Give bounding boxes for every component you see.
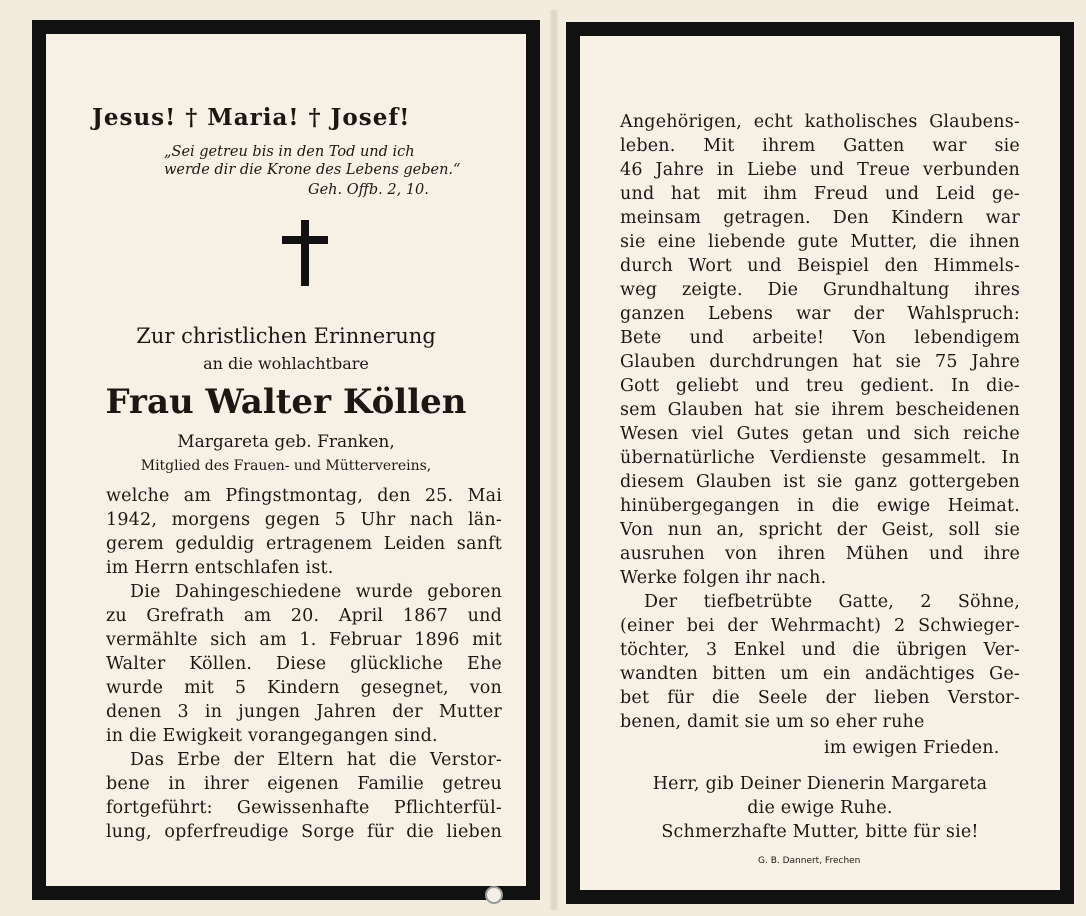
right-body-line: durch Wort und Beispiel den Himmels- <box>620 256 1020 276</box>
quote-reference: Geh. Offb. 2, 10. <box>308 182 429 198</box>
right-body-line: meinsam getragen. Den Kindern war <box>620 208 1020 228</box>
left-body-line: 1942, morgens gegen 5 Uhr nach län- <box>106 510 502 530</box>
right-body-line: 46 Jahre in Liebe und Treue verbunden <box>620 160 1020 180</box>
left-body-line: wurde mit 5 Kindern gesegnet, von <box>106 678 502 698</box>
right-page-mourning-border <box>566 22 1074 904</box>
left-body-line: gerem geduldig ertragenem Leiden sanft <box>106 534 502 554</box>
prayer-line-2: die ewige Ruhe. <box>747 798 893 818</box>
right-body-line: ausruhen von ihren Mühen und ihre <box>620 544 1020 564</box>
intro-line-2: an die wohlachtbare <box>203 354 369 373</box>
left-body-line: Die Dahingeschiedene wurde geboren <box>130 582 502 602</box>
left-page-mourning-border <box>32 20 540 900</box>
pin-hole <box>485 886 503 904</box>
prayer-line-3: Schmerzhafte Mutter, bitte für sie! <box>661 822 979 842</box>
closing-line: im ewigen Frieden. <box>824 738 1000 758</box>
maiden-name: Margareta geb. Franken, <box>177 432 395 452</box>
right-page-content <box>580 36 1060 890</box>
right-body-line: sem Glauben hat sie ihrem bescheidenen <box>620 400 1020 420</box>
left-page-content <box>46 34 526 886</box>
right-body-line: ganzen Lebens war der Wahlspruch: <box>620 304 1020 324</box>
right-body-line: töchter, 3 Enkel und die übrigen Ver- <box>620 640 1020 660</box>
left-body-line: im Herrn entschlafen ist. <box>106 558 334 578</box>
prayer-line-1: Herr, gib Deiner Dienerin Margareta <box>652 774 988 794</box>
right-body-line: diesem Glauben ist sie ganz gottergeben <box>620 472 1020 492</box>
right-body-line: übernatürliche Verdienste gesammelt. In <box>620 448 1020 468</box>
right-body-line: benen, damit sie um so eher ruhe <box>620 712 925 732</box>
left-body-line: fortgeführt: Gewissenhafte Pflichterfül- <box>106 798 502 818</box>
right-body-line: Von nun an, spricht der Geist, soll sie <box>620 520 1020 540</box>
right-body-line: wandten bitten um ein andächtiges Ge- <box>620 664 1020 684</box>
right-body-line: bet für die Seele der lieben Verstor- <box>620 688 1020 708</box>
right-body-line: hinübergegangen in die ewige Heimat. <box>620 496 1020 516</box>
right-body-line: Der tiefbetrübte Gatte, 2 Söhne, <box>644 592 1020 612</box>
quote-line-1: „Sei getreu bis in den Tod und ich <box>164 144 415 160</box>
right-body-line: Bete und arbeite! Von lebendigem <box>620 328 1020 348</box>
left-body-line: Walter Köllen. Diese glückliche Ehe <box>106 654 502 674</box>
card-fold <box>550 10 558 910</box>
right-body-line: Angehörigen, echt katholisches Glaubens- <box>620 112 1020 132</box>
cross-icon <box>282 220 328 286</box>
intro-line-1: Zur christlichen Erinnerung <box>136 324 436 348</box>
left-body-line: lung, opferfreudige Sorge für die lieben <box>106 822 502 842</box>
right-body-line: sie eine liebende gute Mutter, die ihnen <box>620 232 1020 252</box>
right-body-line: Wesen viel Gutes getan und sich reiche <box>620 424 1020 444</box>
right-body-line: Gott geliebt und treu gedient. In die- <box>620 376 1020 396</box>
right-body-line: leben. Mit ihrem Gatten war sie <box>620 136 1020 156</box>
right-body-line: und hat mit ihm Freud und Leid ge- <box>620 184 1020 204</box>
right-body-line: Glauben durchdrungen hat sie 75 Jahre <box>620 352 1020 372</box>
right-body-line: Werke folgen ihr nach. <box>620 568 827 588</box>
deceased-name: Frau Walter Köllen <box>105 382 467 422</box>
left-body-line: bene in ihrer eigenen Familie getreu <box>106 774 502 794</box>
right-body-line: (einer bei der Wehrmacht) 2 Schwieger- <box>620 616 1020 636</box>
printer-imprint: G. B. Dannert, Frechen <box>758 856 861 866</box>
left-body-line: in die Ewigkeit vorangegangen sind. <box>106 726 438 746</box>
membership: Mitglied des Frauen- und Müttervereins, <box>140 458 432 474</box>
invocation: Jesus! † Maria! † Josef! <box>92 104 411 131</box>
quote-line-2: werde dir die Krone des Lebens geben.“ <box>164 162 461 178</box>
left-body-line: denen 3 in jungen Jahren der Mutter <box>106 702 502 722</box>
left-body-line: welche am Pfingstmontag, den 25. Mai <box>106 486 502 506</box>
right-body-line: weg zeigte. Die Grundhaltung ihres <box>620 280 1020 300</box>
left-body-line: vermählte sich am 1. Februar 1896 mit <box>106 630 502 650</box>
left-body-line: zu Grefrath am 20. April 1867 und <box>106 606 502 626</box>
left-body-line: Das Erbe der Eltern hat die Verstor- <box>130 750 502 770</box>
